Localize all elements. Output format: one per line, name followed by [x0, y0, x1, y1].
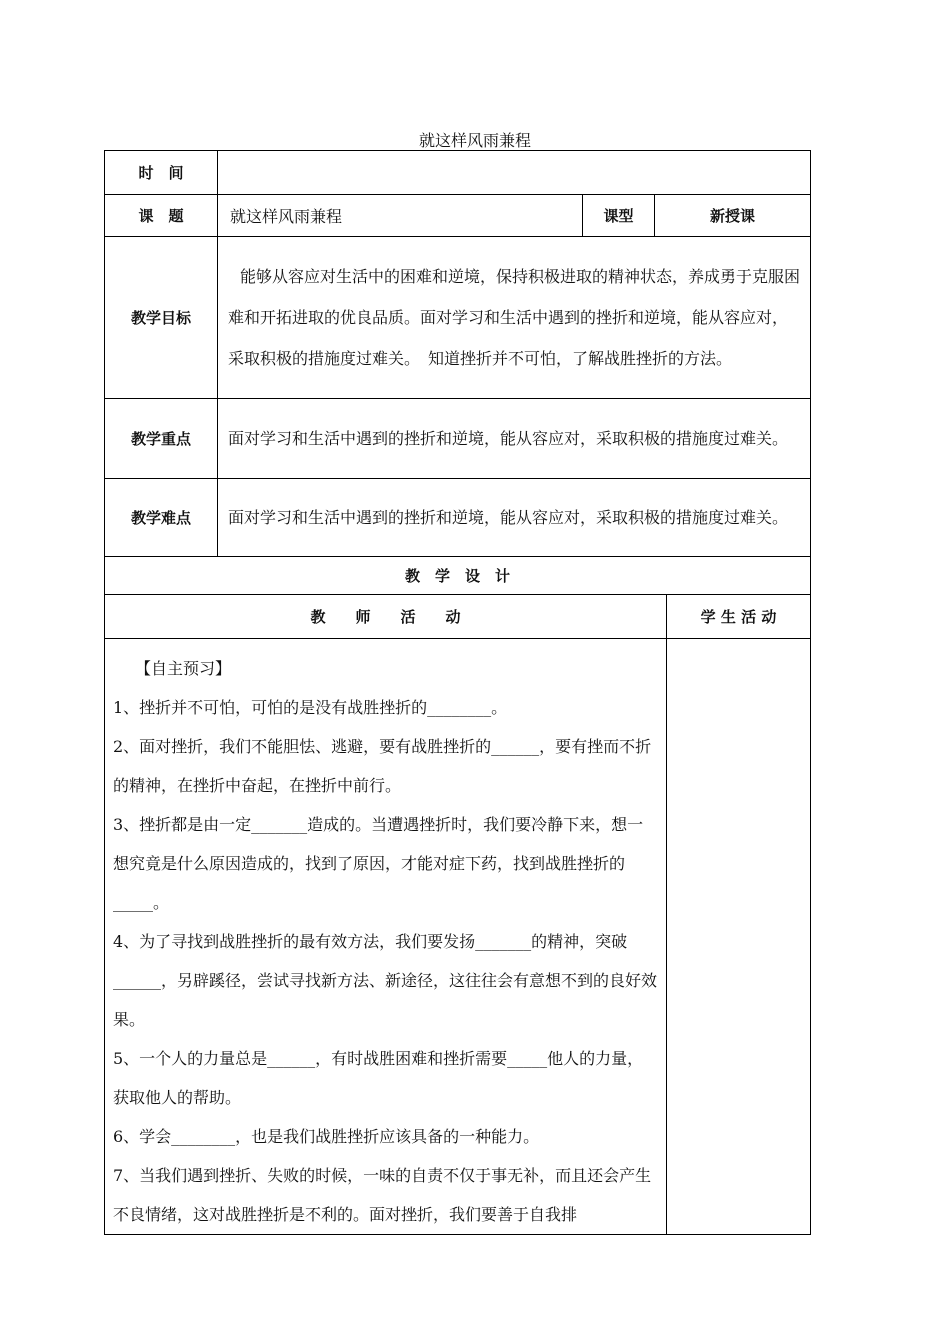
- row-activity-headers: [105, 595, 811, 639]
- preview-item: 6、学会________，也是我们战胜挫折应该具备的一种能力。: [113, 1127, 540, 1146]
- goal-label: 教学目标: [105, 237, 218, 399]
- row-time: [105, 151, 811, 195]
- preview-heading: 【自主预习】: [135, 659, 232, 678]
- student-activity-header: 学 生 活 动: [667, 595, 811, 639]
- teacher-activity-content: [105, 639, 667, 1235]
- student-activity-content: [667, 639, 811, 1235]
- time-label: 时 间: [105, 151, 218, 195]
- document-title: 就这样风雨兼程: [418, 131, 531, 150]
- row-goal: [105, 237, 811, 399]
- preview-item: 2、面对挫折，我们不能胆怯、逃避，要有战胜挫折的______，要有挫而不折的精神，在挫折中奋起，在挫折中前行。: [113, 737, 652, 795]
- preview-item: 1、挫折并不可怕，可怕的是没有战胜挫折的________。: [113, 698, 508, 717]
- preview-item: 3、挫折都是由一定_______造成的。当遭遇挫折时，我们要冷静下来，想一想究竟是什么原因造成的，找到了原因，才能对症下药，找到战胜挫折的_____。: [113, 815, 644, 912]
- type-label: 课型: [583, 195, 655, 237]
- key-text: 面对学习和生活中遇到的挫折和逆境，能从容应对，采取积极的措施度过难关。: [228, 429, 789, 448]
- row-activity-content: [105, 639, 811, 1235]
- preview-item: 7、当我们遇到挫折、失败的时候，一味的自责不仅于事无补，而且还会产生不良情绪，这对战胜挫折是不利的。面对挫折，我们要善于自我排: [113, 1166, 652, 1224]
- row-difficulty: [105, 479, 811, 557]
- difficulty-label: 教学难点: [105, 479, 218, 557]
- time-value: [218, 151, 811, 195]
- preview-item: 4、为了寻找到战胜挫折的最有效方法，我们要发扬_______的精神，突破______，另辟蹊径，尝试寻找新方法、新途径，这往往会有意想不到的良好效果。: [113, 932, 658, 1029]
- teacher-activity-header: 教 师 活 动: [105, 595, 667, 639]
- topic-value: 就这样风雨兼程: [218, 195, 583, 237]
- row-design: [105, 557, 811, 595]
- design-heading: 教 学 设 计: [105, 557, 811, 595]
- lesson-plan-table: [104, 150, 811, 1235]
- type-value: 新授课: [655, 195, 811, 237]
- row-key: [105, 399, 811, 479]
- preview-item: 5、一个人的力量总是______，有时战胜困难和挫折需要_____他人的力量，获取他人的帮助。: [113, 1049, 644, 1107]
- topic-label: 课 题: [105, 195, 218, 237]
- difficulty-text: 面对学习和生活中遇到的挫折和逆境，能从容应对，采取积极的措施度过难关。: [228, 508, 789, 527]
- goal-text: 能够从容应对生活中的困难和逆境，保持积极进取的精神状态，养成勇于克服困难和开拓进取的优良品质。面对学习和生活中遇到的挫折和逆境，能从容应对，采取积极的措施度过难关。 知道挫折并不可怕，了解战胜挫折的方法。: [228, 267, 801, 368]
- key-label: 教学重点: [105, 399, 218, 479]
- row-topic: [105, 195, 811, 237]
